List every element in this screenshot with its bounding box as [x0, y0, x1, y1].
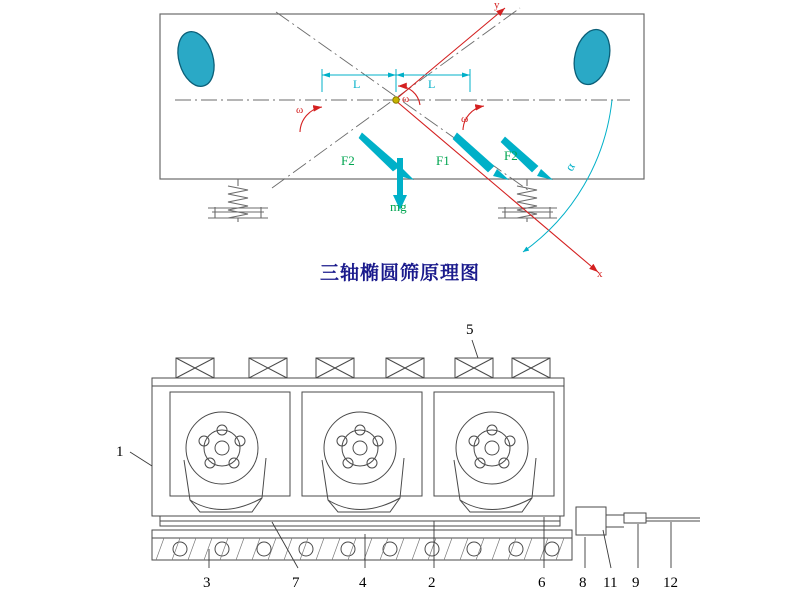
deck-frame [152, 530, 572, 538]
axis-label-x: x [597, 268, 603, 280]
axis-label-y: y [494, 0, 500, 11]
callout-2: 2 [428, 575, 436, 591]
force-label-mg: mg [390, 199, 407, 214]
machine-housing [152, 378, 564, 516]
omega-label-centre: ω [402, 93, 410, 105]
top-mounting-blocks [176, 358, 550, 378]
dimension-label-L-right: L [428, 77, 436, 91]
drive-motor [576, 507, 606, 535]
angle-label-alpha: α [561, 160, 579, 174]
force-label-F2-left: F2 [341, 153, 355, 168]
omega-label-right: ω [461, 113, 469, 125]
force-label-F1: F1 [436, 153, 450, 168]
rotor-chamber-left [170, 392, 290, 512]
callout-4: 4 [359, 575, 367, 591]
rotor-chamber-centre [302, 392, 422, 512]
callout-11: 11 [603, 575, 618, 591]
base-hatching [156, 538, 564, 560]
omega-label-left: ω [296, 104, 304, 116]
callout-5: 5 [466, 322, 474, 338]
callout-8: 8 [579, 575, 587, 591]
callout-9: 9 [632, 575, 640, 591]
force-label-F2-right: F2 [504, 148, 518, 163]
rotor-chamber-right [434, 392, 554, 512]
coupling [624, 513, 646, 523]
callout-3: 3 [203, 575, 211, 591]
callout-leaders [130, 340, 671, 568]
callout-12: 12 [663, 575, 678, 591]
figure-caption: 三轴椭圆筛原理图 [319, 263, 480, 284]
callout-7: 7 [292, 575, 300, 591]
dimension-label-L-left: L [353, 77, 361, 91]
callout-1: 1 [116, 444, 124, 460]
callout-6: 6 [538, 575, 546, 591]
